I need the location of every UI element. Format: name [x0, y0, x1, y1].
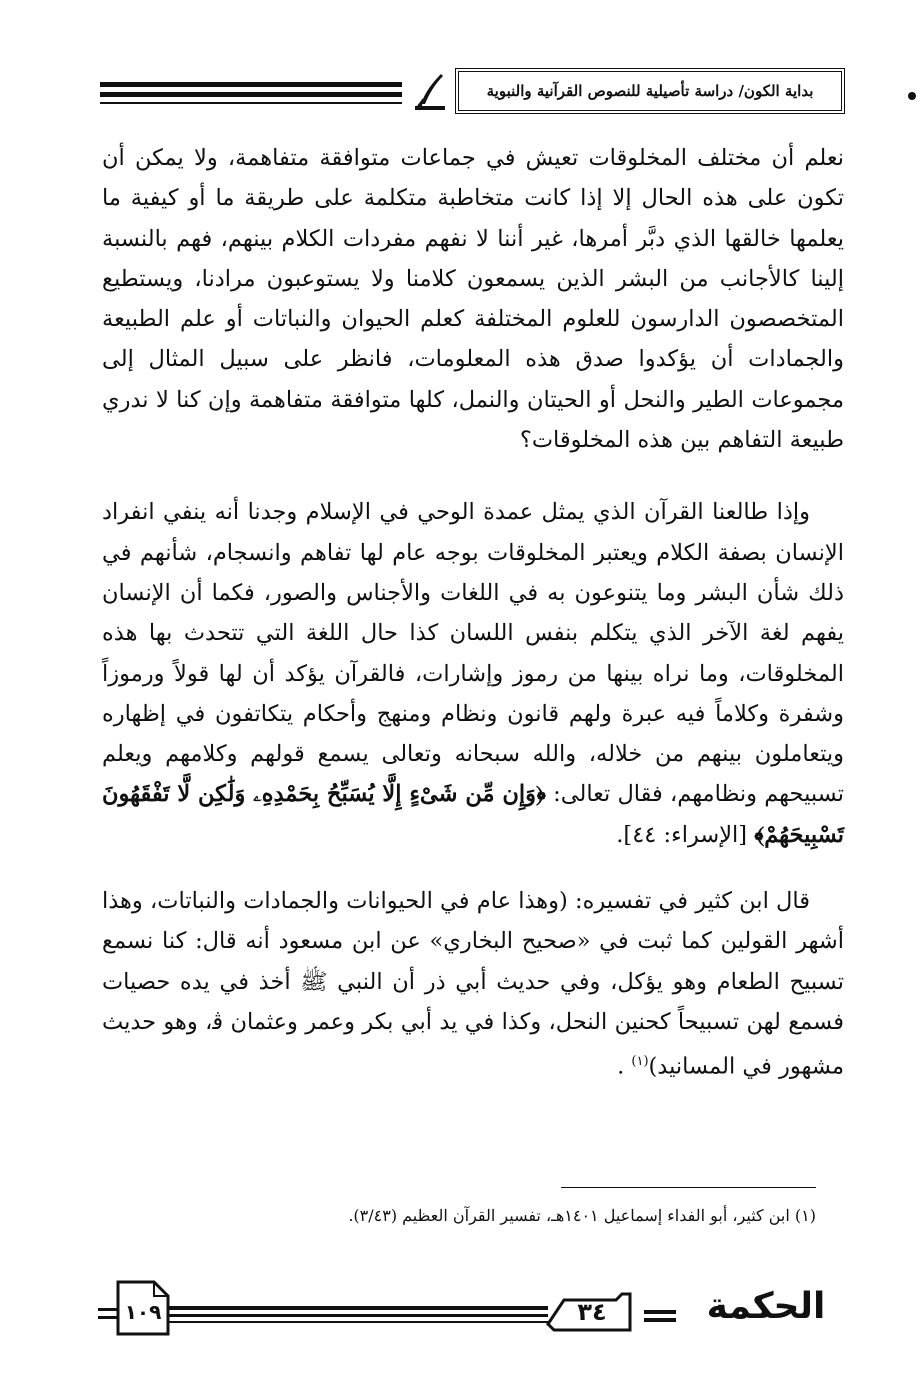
footnote-ref[interactable]: (١): [631, 1054, 649, 1070]
paragraph-2: [102, 492, 844, 855]
paragraph-1-text: نعلم أن مختلف المخلوقات تعيش في جماعات متوافقة متفاهمة، ولا يمكن أن تكون على هذه الحال إلا إذا كانت متخاطبة متكلمة على طريقة ما أو كيفية ما يعلمها خالقها الذي دبَّر أمرها، غير أننا لا نفهم مفردات الكلام بينهم، فهم بالنسبة إلينا كالأجانب من البشر الذين يسمعون كلامنا ولا يستوعبون مرادنا، ويستطيع المتخصصون الدارسون للعلوم المختلفة كعلم الحيوان والنباتات أو علم الطبيعة والجمادات أن يؤكدوا صدق هذه المعلومات، فانظر على سبيل المثال إلى مجموعات الطير والنحل أو الحيتان والنمل، كلها متوافقة متفاهمة وإن كنا لا ندري طبيعة التفاهم بين هذه المخلوقات؟: [102, 145, 844, 454]
issue-number: ٣٤: [577, 1298, 607, 1326]
paragraph-2-text: وإذا طالعنا القرآن الذي يمثل عمدة الوحي في الإسلام وجدنا أنه ينفي انفراد الإنسان بصفة الكلام ويعتبر المخلوقات بوجه عام لها تفاهم وانسجام، شأنهم في ذلك شأن البشر وما يتنوعون به في اللغات والأجناس والصور، فكما أن الإنسان يفهم لغة الآخر الذي يتكلم بنفس اللسان كذا حال اللغة التي تتحدث بها هذه المخلوقات، وما نراه بينها من رموز وإشارات، فالقرآن يؤكد أن لها قولاً ورموزاً وشفرة وكلاماً فيه عبرة ولهم قانون ونظام ومنهج وأحكام يتكاتفون في إظهاره ويتعاملون بينهم من خلاله، والله سبحانه وتعالى يسمع قولهم وكلامهم ويعلم تسبيحهم ونظامهم، فقال تعالى:: [102, 499, 844, 808]
paragraph-3: [102, 881, 844, 1087]
page-header: [100, 68, 845, 118]
header-rule-thick: [100, 82, 402, 87]
header-rule-thin: [100, 102, 402, 104]
header-title-box: [455, 68, 845, 114]
verse-citation: [الإسراء: ٤٤].: [616, 821, 748, 848]
paragraph-1: [102, 138, 844, 460]
margin-dot: [908, 92, 916, 100]
paragraph-3-end: .: [617, 1053, 632, 1080]
quill-icon: [413, 72, 447, 112]
footnote-rule: [561, 1187, 816, 1188]
header-title: بداية الكون/ دراسة تأصيلية للنصوص القرآنية والنبوية: [486, 82, 814, 100]
quran-verse: ﴿وَإِن مِّن شَىْءٍ إِلَّا يُسَبِّحُ بِحَمْدِهِۦ وَلَٰكِن لَّا تَفْقَهُونَ تَسْبِيحَهُمْ﴾: [102, 781, 844, 848]
page-footer: [96, 1270, 850, 1340]
header-rule-thick: [100, 92, 402, 97]
footnote: (١) ابن كثير، أبو الفداء إسماعيل ١٤٠١هـ، تفسير القرآن العظيم (٣/٤٣).: [348, 1206, 816, 1225]
journal-name: الحكمة: [706, 1286, 826, 1327]
paragraph-3-text: قال ابن كثير في تفسيره: (وهذا عام في الحيوانات والجمادات والنباتات، وهذا أشهر القولين كما ثبت في «صحيح البخاري» عن ابن مسعود أنه قال: كنا نسمع تسبيح الطعام وهو يؤكل، وفي حديث أبي ذر أن النبي ﷺ أخذ في يده حصيات فسمع لهن تسبيحاً كحنين النحل، وكذا في يد أبي بكر وعمر وعثمان ﭬ، وهو حديث مشهور في المسانيد): [102, 888, 844, 1080]
page-body: [102, 138, 844, 1087]
page-number: ١٠٩: [124, 1300, 162, 1324]
